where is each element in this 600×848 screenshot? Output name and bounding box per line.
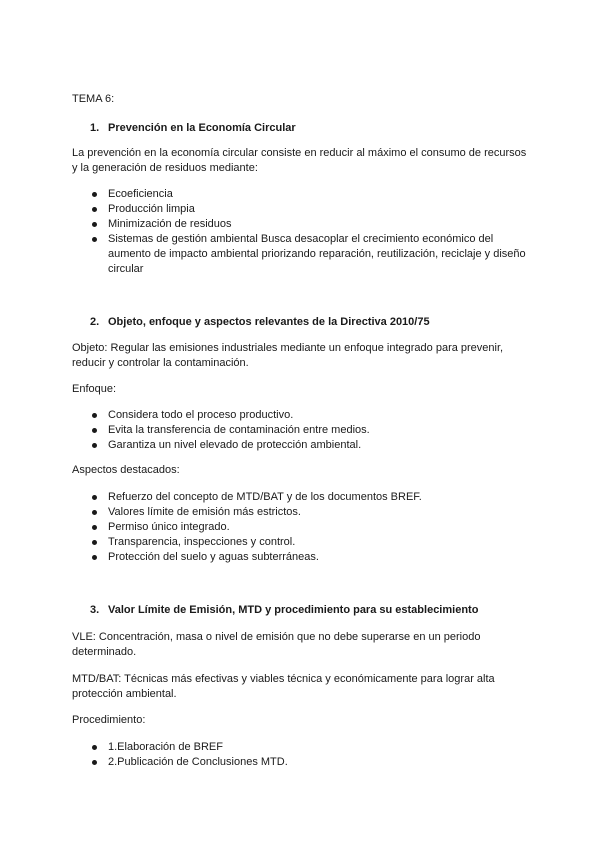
list-item: Ecoeficiencia	[72, 187, 532, 202]
list-item: 1.Elaboración de BREF	[72, 740, 532, 755]
list-item: Minimización de residuos	[72, 217, 532, 232]
section-3-heading	[90, 603, 550, 618]
section-1-intro: La prevención en la economía circular consiste en reducir al máximo el consumo de recursos y la generación de residuos mediante:	[72, 147, 527, 174]
aspectos-list	[72, 490, 532, 565]
aspectos-label: Aspectos destacados:	[72, 464, 180, 476]
procedimiento-list	[72, 740, 532, 770]
section-1-title: Prevención en la Economía Circular	[108, 122, 296, 134]
list-item: Valores límite de emisión más estrictos.	[72, 505, 532, 520]
section-1-list	[72, 187, 532, 277]
section-1-number: 1.	[90, 122, 100, 134]
section-3-mtd: MTD/BAT: Técnicas más efectivas y viables técnica y económicamente para lograr alta protección ambiental.	[72, 673, 495, 700]
section-3-title: Valor Límite de Emisión, MTD y procedimiento para su establecimiento	[108, 604, 479, 616]
list-item: 2.Publicación de Conclusiones MTD.	[72, 755, 532, 770]
list-item: Considera todo el proceso productivo.	[72, 408, 532, 423]
section-2-number: 2.	[90, 316, 100, 328]
enfoque-list	[72, 408, 532, 453]
list-item: Refuerzo del concepto de MTD/BAT y de los documentos BREF.	[72, 490, 532, 505]
section-2-heading	[90, 315, 550, 330]
section-1-heading	[90, 121, 550, 136]
section-3-number: 3.	[90, 604, 100, 616]
list-item: Sistemas de gestión ambiental Busca desacoplar el crecimiento económico del aumento de impacto ambiental priorizando reparación, reutilización, reciclaje y diseño circular	[72, 232, 532, 277]
list-item: Producción limpia	[72, 202, 532, 217]
list-item: Permiso único integrado.	[72, 520, 532, 535]
procedimiento-label: Procedimiento:	[72, 714, 146, 726]
list-item: Transparencia, inspecciones y control.	[72, 535, 532, 550]
section-3-vle: VLE: Concentración, masa o nivel de emisión que no debe superarse en un periodo determinado.	[72, 631, 481, 658]
list-item: Protección del suelo y aguas subterráneas.	[72, 550, 532, 565]
list-item: Garantiza un nivel elevado de protección ambiental.	[72, 438, 532, 453]
enfoque-label: Enfoque:	[72, 383, 117, 395]
tema-label: TEMA 6:	[72, 93, 115, 105]
list-item: Evita la transferencia de contaminación entre medios.	[72, 423, 532, 438]
section-2-objeto: Objeto: Regular las emisiones industriales mediante un enfoque integrado para prevenir, reducir y controlar la contaminación.	[72, 342, 504, 369]
section-2-title: Objeto, enfoque y aspectos relevantes de la Directiva 2010/75	[108, 316, 430, 328]
